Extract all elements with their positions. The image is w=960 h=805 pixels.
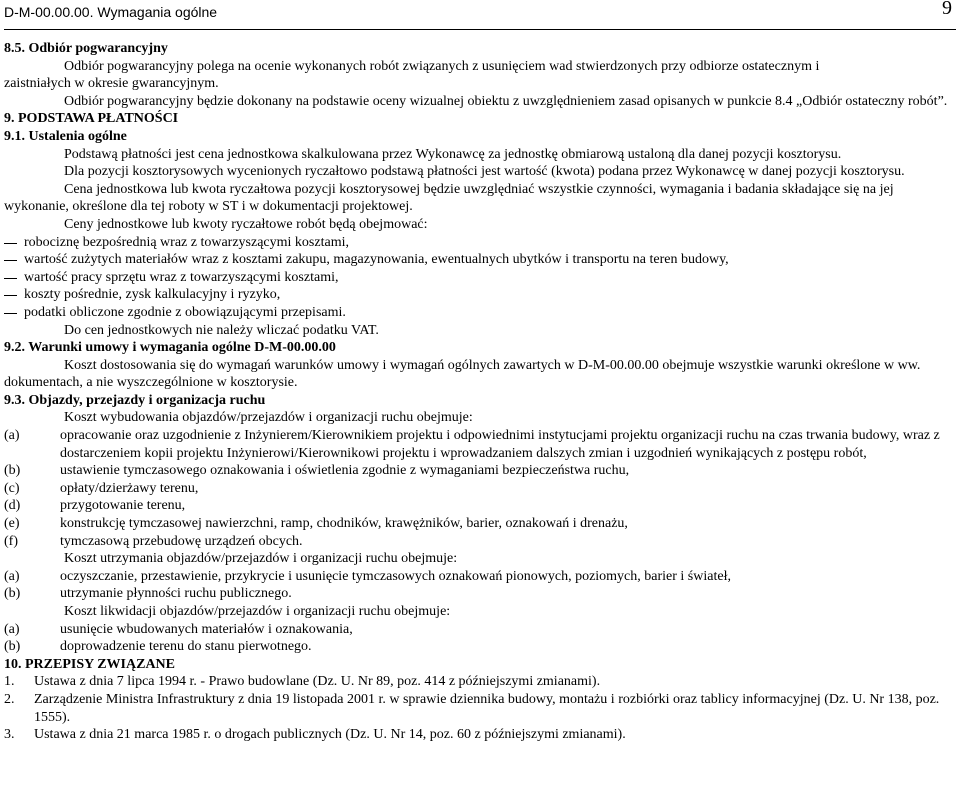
paragraph: zaistniałych w okresie gwarancyjnym. [4,76,219,92]
list-marker: 2. [4,691,15,707]
list-marker: 3. [4,727,15,743]
list-item-text: przygotowanie terenu, [60,498,186,514]
paragraph: Dla pozycji kosztorysowych wycenionych ryczałtowo podstawą płatności jest wartość (kwota) podana przez Wykonawcę w danej pozycji kosztorysu. [64,164,905,180]
paragraph: Koszt dostosowania się do wymagań warunków umowy i wymagań ogólnych zawartych w D-M-00.00.00 obejmuje wszystkie warunki określone w ww. dokumentach, a nie wyszczególnione w kosztorysie. [4,357,921,391]
dash-list-item: wartość pracy sprzętu wraz z towarzyszącymi kosztami, [4,269,956,287]
dash-list-item: podatki obliczone zgodnie z obowiązującymi przepisami. [4,304,956,322]
dash-list-item: wartość zużytych materiałów wraz z kosztami zakupu, magazynowania, ewentualnych ubytków i transportu na teren budowy, [4,251,956,269]
list-item [4,497,956,515]
list-item-text: opłaty/dzierżawy terenu, [60,480,199,496]
list-item-text: Ustawa z dnia 21 marca 1985 r. o drogach publicznych (Dz. U. Nr 14, poz. 60 z późniejszymi zmianami). [34,727,626,743]
regulation-item [4,691,956,726]
section-heading-9-1: 9.1. Ustalenia ogólne [4,128,127,144]
paragraph: Odbiór pogwarancyjny będzie dokonany na podstawie oceny wizualnej obiektu z uwzględnieniem zasad opisanych w punkcie 8.4 „Odbiór ostateczny robót”. [64,93,948,109]
list-marker: (a) [4,428,20,444]
list-item-text: utrzymanie płynności ruchu publicznego. [60,586,292,602]
list-marker: 1. [4,674,15,690]
dash-list-item: koszty pośrednie, zysk kalkulacyjny i ryzyko, [4,286,956,304]
document-body [4,40,956,744]
list-marker: (e) [4,516,20,532]
list-item [4,427,956,462]
list-item-text: usunięcie wbudowanych materiałów i oznakowania, [60,621,353,637]
list-marker: (f) [4,533,18,549]
list-item [4,462,956,480]
section-heading-9: 9. PODSTAWA PŁATNOŚCI [4,111,179,127]
section-heading-9-2: 9.2. Warunki umowy i wymagania ogólne D-M-00.00.00 [4,340,336,356]
list-item [4,585,956,603]
list-item [4,533,956,551]
paragraph: Koszt likwidacji objazdów/przejazdów i organizacji ruchu obejmuje: [64,604,451,619]
header-title: D-M-00.00.00. Wymagania ogólne [4,4,218,20]
list-item [4,638,956,656]
paragraph: Cena jednostkowa lub kwota ryczałtowa pozycji kosztorysowej będzie uwzględniać wszystkie czynności, wymagania i badania składające się na jej wykonanie, określone dla tej roboty w ST i w dokumentacji projektowej. [4,181,894,215]
list-item [4,568,956,586]
list-item [4,515,956,533]
paragraph: Odbiór pogwarancyjny polega na ocenie wykonanych robót związanych z usunięciem wad stwierdzonych przy odbiorze ostatecznym i [64,58,820,74]
section-heading-10: 10. PRZEPISY ZWIĄZANE [4,656,176,672]
list-item [4,480,956,498]
section-heading-9-3: 9.3. Objazdy, przejazdy i organizacja ruchu [4,392,266,408]
list-item-text: ustawienie tymczasowego oznakowania i oświetlenia zgodnie z wymaganiami bezpieczeństwa ruchu, [60,463,630,479]
list-marker: (a) [4,621,20,637]
paragraph: Koszt wybudowania objazdów/przejazdów i organizacji ruchu obejmuje: [64,410,473,426]
page-number: 9 [942,0,952,19]
list-item-text: oczyszczanie, przestawienie, przykrycie i usunięcie tymczasowych oznakowań pionowych, poziomych, barier i świateł, [60,568,731,584]
regulation-item [4,673,956,691]
list-item-text: konstrukcję tymczasowej nawierzchni, ramp, chodników, krawężników, barier, oznakowań i drenażu, [60,516,628,532]
list-item-text: doprowadzenie terenu do stanu pierwotnego. [60,639,312,655]
list-marker: (d) [4,498,21,514]
list-item-text: Ustawa z dnia 7 lipca 1994 r. - Prawo budowlane (Dz. U. Nr 89, poz. 414 z późniejszymi zmianami). [34,674,601,690]
list-marker: (c) [4,480,20,496]
paragraph: Do cen jednostkowych nie należy wliczać podatku VAT. [64,322,379,338]
list-marker: (b) [4,586,21,602]
list-marker: (b) [4,639,21,655]
list-marker: (a) [4,568,20,584]
list-item-text: Zarządzenie Ministra Infrastruktury z dnia 19 listopada 2001 r. w sprawie dziennika budowy, montażu i rozbiórki oraz tablicy informacyjnej (Dz. U. Nr 138, poz. 1555). [34,691,940,725]
regulation-item [4,726,956,744]
paragraph: Podstawą płatności jest cena jednostkowa skalkulowana przez Wykonawcę za jednostkę obmiarową ustaloną dla danej pozycji kosztorysu. [64,146,842,162]
list-item [4,621,956,639]
list-marker: (b) [4,463,21,479]
dash-list-item: robociznę bezpośrednią wraz z towarzyszącymi kosztami, [4,234,956,252]
page-header [4,0,956,30]
list-item-text: opracowanie oraz uzgodnienie z Inżynierem/Kierownikiem projektu i odpowiednimi instytucjami projektu organizacji ruchu na czas trwania budowy, wraz z dostarczeniem kopii projektu Inżynierowi/Kierownikowi projektu i wprowadzaniem dalszych zmian i uzgodnień wynikających z postępu robót, [60,428,940,461]
paragraph: Koszt utrzymania objazdów/przejazdów i organizacji ruchu obejmuje: [64,551,458,567]
paragraph: Ceny jednostkowe lub kwoty ryczałtowe robót będą obejmować: [64,216,428,232]
section-heading-8-5: 8.5. Odbiór pogwarancyjny [4,41,168,56]
list-item-text: tymczasową przebudowę urządzeń obcych. [60,533,303,549]
